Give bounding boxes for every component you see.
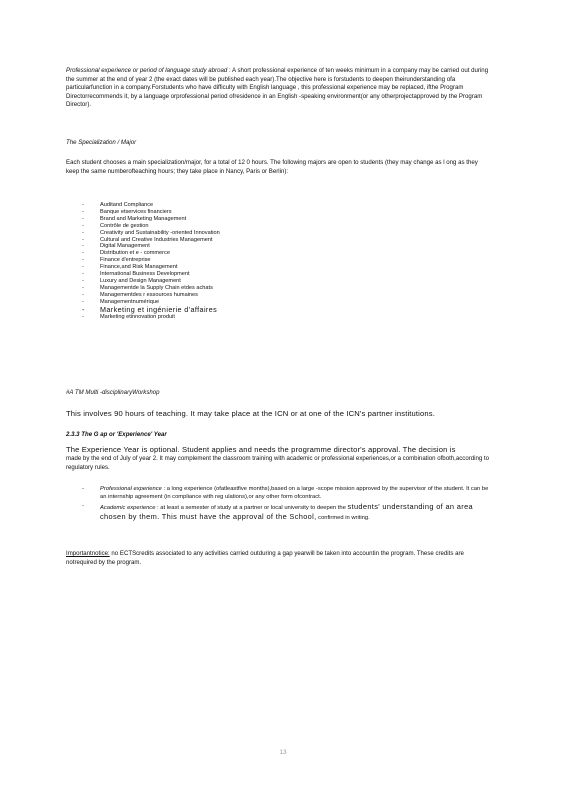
workshop-paragraph: This involves 90 hours of teaching. It may take place at the ICN or at one of the ICN's partner institutions. [66,409,435,418]
major-item: - Finance,and Risk Management [82,264,382,271]
major-item: - Cultural and Creative Industries Management [82,237,382,244]
gap-option-text-large: students' understanding of an area chosen by them. This must have the approval of the School, [100,502,473,521]
major-item: - Digital Management [82,243,382,250]
page-number: 13 [279,749,287,756]
professional-experience-term: Professional experience or period of language study abroad [66,67,228,74]
major-item: - Managementdes r essources humaines [82,292,382,299]
major-item: - Finance d'entreprise [82,257,382,264]
gap-option-text: : at least a semester of study at a partner or local university to deepen the [157,505,346,512]
specialization-heading: The Specialization / Major [66,139,137,146]
major-item: - International Business Development [82,271,382,278]
major-item: - Luxury and Design Management [82,278,382,285]
major-item: - Creativity and Sustainability -oriented Innovation [82,230,382,237]
gap-year-intro-small: made by the end of July of year 2. It may complement the classroom training with academic or professional experiences,or a combination ofboth,according to regulatory rules. [66,455,490,471]
important-notice-text: no ECTScredits associated to any activities carried outduring a gap yearwill be taken into accountin the program. These credits are notrequired by the program. [66,550,464,566]
major-item: - Brand and Marketing Management [82,216,382,223]
gap-year-heading: 2.3.3 The G ap or 'Experience' Year [66,431,167,438]
major-item: - Marketing et ingénierie d'affaires [82,306,382,315]
gap-year-options [82,486,490,524]
workshop-heading: #A TM Multi -disciplinaryWorkshop [66,389,160,396]
major-item: - Contrôle de gestion [82,223,382,230]
major-item: - Marketing etinnovation produit [82,314,382,321]
important-notice [66,550,490,567]
gap-option-text: : a long experience (ofatleastfive months),based on a large -scope mission approved by the supervisor of the student. It can be an internship agreement (in compliance with reg ulations),or any other form ofcontract. [100,486,489,500]
gap-year-intro-large: The Experience Year is optional. Student applies and needs the programme director's approval. The decision is [66,445,456,454]
gap-option-academic [82,503,490,522]
professional-experience-text: : A short professional experience of ten weeks minimum in a company may be carried out during the summer at the end of year 2 (the exact dates will be published each year).The objective here is forstudents to deepen theirunderstanding ofa particularfunction in a company.Forstudents who have difficulty with English language , this professional experience may be replaced, ifthe Program Directorrecommends it, by a language orprofessional period ofresidence in an English -speaking environment(or any otherprojectapproved by the Program Director). [66,67,489,108]
major-item: - Managementnumérique [82,299,382,306]
gap-option-professional [82,486,490,501]
specialization-paragraph: Each student chooses a main specialization/major, for a total of 12 0 hours. The following majors are open to students (they may change as l ong as they keep the same numberofteaching hours; they take place in Nancy, Paris or Berlin): [66,159,478,175]
major-item: - Auditand Compliance [82,202,382,209]
majors-list [82,202,382,321]
major-item: - Distribution et e - commerce [82,250,382,257]
professional-experience-paragraph [66,67,490,110]
gap-option-text-end: confirmed in writing. [318,514,370,521]
important-notice-label: Importantnotice: [66,550,110,557]
gap-option-term: Academic experience [100,505,156,512]
major-item: - Banque etservices financiers [82,209,382,216]
major-item: - Managementde la Supply Chain etdes achats [82,285,382,292]
gap-option-term: Professional experience [100,486,162,492]
